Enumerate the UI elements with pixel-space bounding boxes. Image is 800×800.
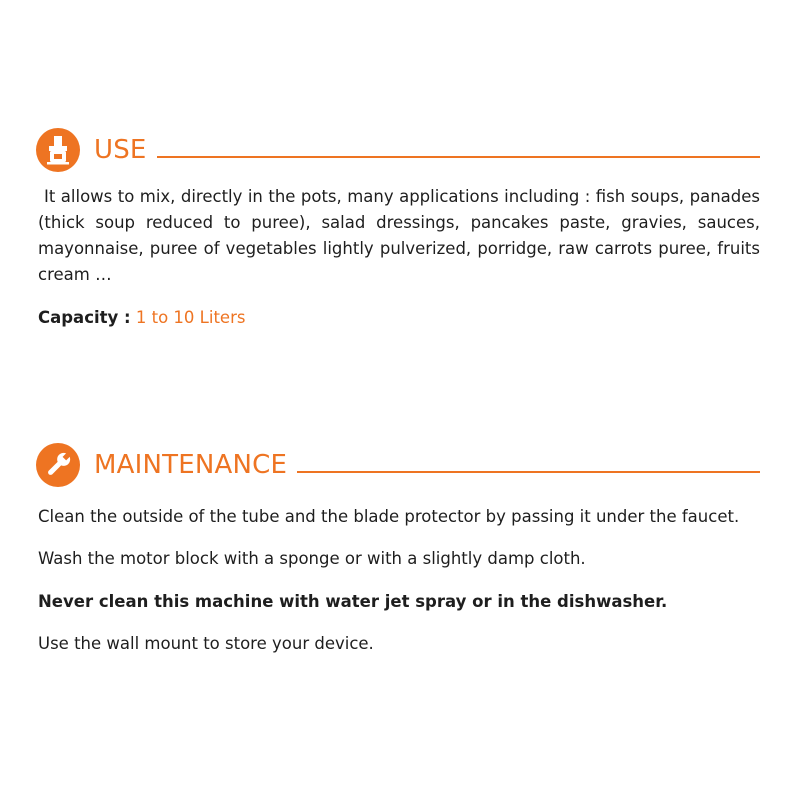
- capacity-value: 1 to 10 Liters: [135, 308, 246, 327]
- maintenance-section-title: MAINTENANCE: [94, 450, 288, 480]
- use-section-title: USE: [94, 135, 147, 165]
- blender-icon: [36, 128, 80, 172]
- maintenance-instruction-2: Wash the motor block with a sponge or with a slightly damp cloth.: [38, 549, 586, 568]
- use-description: It allows to mix, directly in the pots, many applications including : fish soups, panades (thick soup reduced to puree), salad dressings, pancakes paste, gravies, sauces, mayonnaise, puree of vegetables lightly pulverized, porridge, raw carrots puree, fruits cream …: [38, 187, 760, 284]
- use-title-rule: [157, 156, 760, 158]
- maintenance-instruction-4: Use the wall mount to store your device.: [38, 634, 374, 653]
- use-section-header: [36, 127, 760, 173]
- capacity-label: Capacity :: [38, 308, 131, 327]
- capacity-line: [38, 305, 760, 331]
- wrench-icon: [36, 443, 80, 487]
- maintenance-warning: Never clean this machine with water jet spray or in the dishwasher.: [38, 592, 668, 611]
- maintenance-instruction-1: Clean the outside of the tube and the blade protector by passing it under the faucet.: [38, 507, 740, 526]
- maintenance-title-rule: [297, 471, 760, 473]
- maintenance-section-header: [36, 442, 760, 488]
